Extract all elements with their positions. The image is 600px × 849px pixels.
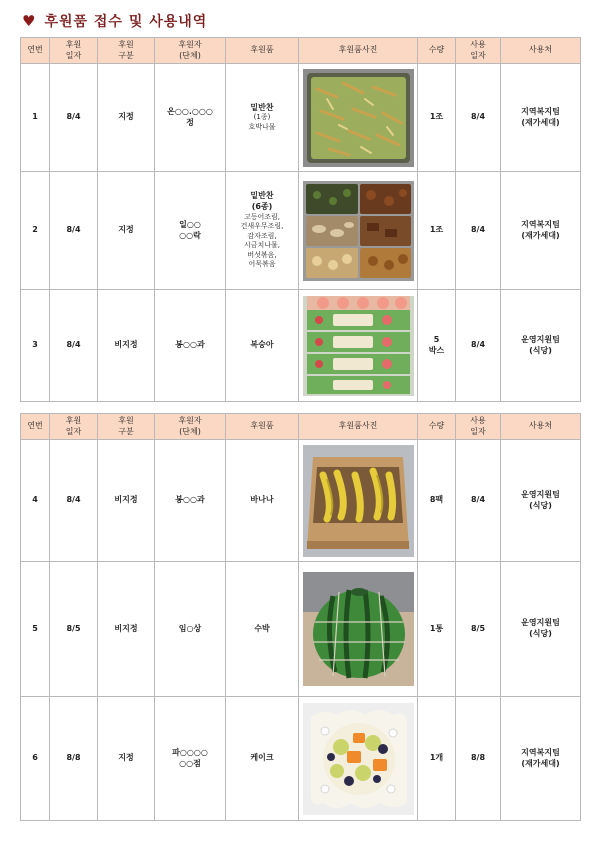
item-name: 밑반찬 <box>250 102 274 112</box>
cell-use-place: 지역복지팀 (재가세대) <box>501 697 581 821</box>
table-row <box>21 172 581 290</box>
col-header-type: 후원 구분 <box>98 38 155 64</box>
cell-type: 비지정 <box>98 562 155 697</box>
cell-item <box>226 562 299 697</box>
item-detail: 고등어조림, 건새우무조림, 감자조림, 시금치나물, 버섯볶음, 어묵볶음 <box>240 212 284 269</box>
col-header-qty: 수량 <box>418 414 456 440</box>
cell-no: 1 <box>21 64 50 172</box>
table-row <box>21 290 581 402</box>
cell-no: 4 <box>21 440 50 562</box>
cell-qty: 1개 <box>418 697 456 821</box>
col-header-photo: 후원품사진 <box>299 38 418 64</box>
cell-use-place: 지역복지팀 (재가세대) <box>501 64 581 172</box>
cell-type: 비지정 <box>98 290 155 402</box>
col-header-donor: 후원자 (단체) <box>155 414 226 440</box>
col-header-no: 연번 <box>21 414 50 440</box>
cell-item <box>226 172 299 290</box>
zucchini-side-dish-photo <box>303 69 414 167</box>
table-row <box>21 697 581 821</box>
cell-date: 8/8 <box>50 697 98 821</box>
col-header-donor: 후원자 (단체) <box>155 38 226 64</box>
cell-no: 5 <box>21 562 50 697</box>
page-title <box>22 10 207 32</box>
cell-photo <box>299 290 418 402</box>
cell-donor: 봉○○과 <box>155 290 226 402</box>
cell-use-date: 8/5 <box>456 562 501 697</box>
fruit-cake-photo <box>303 703 414 815</box>
table-header-row <box>21 414 581 440</box>
cell-date: 8/4 <box>50 290 98 402</box>
page-title-text: 후원품 접수 및 사용내역 <box>44 14 208 30</box>
col-header-use-date: 사용 일자 <box>456 38 501 64</box>
col-header-date: 후원 일자 <box>50 414 98 440</box>
cell-photo <box>299 562 418 697</box>
cell-qty: 5 박스 <box>418 290 456 402</box>
col-header-date: 후원 일자 <box>50 38 98 64</box>
item-name: 케이크 <box>250 753 274 763</box>
cell-qty: 1조 <box>418 64 456 172</box>
peach-boxes-photo <box>303 296 414 396</box>
watermelon-photo <box>303 572 414 686</box>
cell-use-date: 8/4 <box>456 440 501 562</box>
cell-use-place: 운영지원팀 (식당) <box>501 562 581 697</box>
cell-item <box>226 440 299 562</box>
cell-qty: 8팩 <box>418 440 456 562</box>
cell-use-date: 8/4 <box>456 172 501 290</box>
cell-use-date: 8/8 <box>456 697 501 821</box>
item-detail: (1종) 호박나물 <box>248 113 276 131</box>
cell-type: 비지정 <box>98 440 155 562</box>
col-header-photo: 후원품사진 <box>299 414 418 440</box>
col-header-no: 연번 <box>21 38 50 64</box>
cell-no: 6 <box>21 697 50 821</box>
col-header-use-place: 사용처 <box>501 38 581 64</box>
cell-photo <box>299 172 418 290</box>
heart-icon: ♥ <box>22 12 37 30</box>
cell-type: 지정 <box>98 64 155 172</box>
cell-photo <box>299 64 418 172</box>
col-header-type: 후원 구분 <box>98 414 155 440</box>
cell-type: 지정 <box>98 697 155 821</box>
cell-use-place: 지역복지팀 (재가세대) <box>501 172 581 290</box>
table-row <box>21 440 581 562</box>
item-name: 바나나 <box>250 495 274 505</box>
cell-date: 8/5 <box>50 562 98 697</box>
cell-photo <box>299 697 418 821</box>
donation-table-2 <box>20 413 581 821</box>
donation-table-1 <box>20 37 581 402</box>
cell-use-place: 운영지원팀 (식당) <box>501 440 581 562</box>
side-dishes-photo <box>303 181 414 281</box>
item-name: 밑반찬 (6종) <box>250 191 274 212</box>
table-row <box>21 64 581 172</box>
cell-no: 2 <box>21 172 50 290</box>
col-header-qty: 수량 <box>418 38 456 64</box>
cell-use-date: 8/4 <box>456 64 501 172</box>
cell-item <box>226 697 299 821</box>
table-row <box>21 562 581 697</box>
cell-photo <box>299 440 418 562</box>
col-header-item: 후원품 <box>226 38 299 64</box>
table-header-row <box>21 38 581 64</box>
cell-donor: 봉○○과 <box>155 440 226 562</box>
cell-date: 8/4 <box>50 440 98 562</box>
cell-donor: 파○○○○ ○○점 <box>155 697 226 821</box>
cell-item <box>226 290 299 402</box>
cell-type: 지정 <box>98 172 155 290</box>
item-name: 수박 <box>254 623 270 633</box>
cell-item <box>226 64 299 172</box>
col-header-item: 후원품 <box>226 414 299 440</box>
cell-date: 8/4 <box>50 172 98 290</box>
cell-use-place: 운영지원팀 (식당) <box>501 290 581 402</box>
banana-box-photo <box>303 445 414 557</box>
cell-donor: 온○○.○○○ 정 <box>155 64 226 172</box>
cell-donor: 일○○ ○○락 <box>155 172 226 290</box>
cell-no: 3 <box>21 290 50 402</box>
col-header-use-place: 사용처 <box>501 414 581 440</box>
col-header-use-date: 사용 일자 <box>456 414 501 440</box>
cell-donor: 임○상 <box>155 562 226 697</box>
item-name: 복숭아 <box>250 340 274 350</box>
cell-qty: 1통 <box>418 562 456 697</box>
cell-use-date: 8/4 <box>456 290 501 402</box>
cell-qty: 1조 <box>418 172 456 290</box>
cell-date: 8/4 <box>50 64 98 172</box>
